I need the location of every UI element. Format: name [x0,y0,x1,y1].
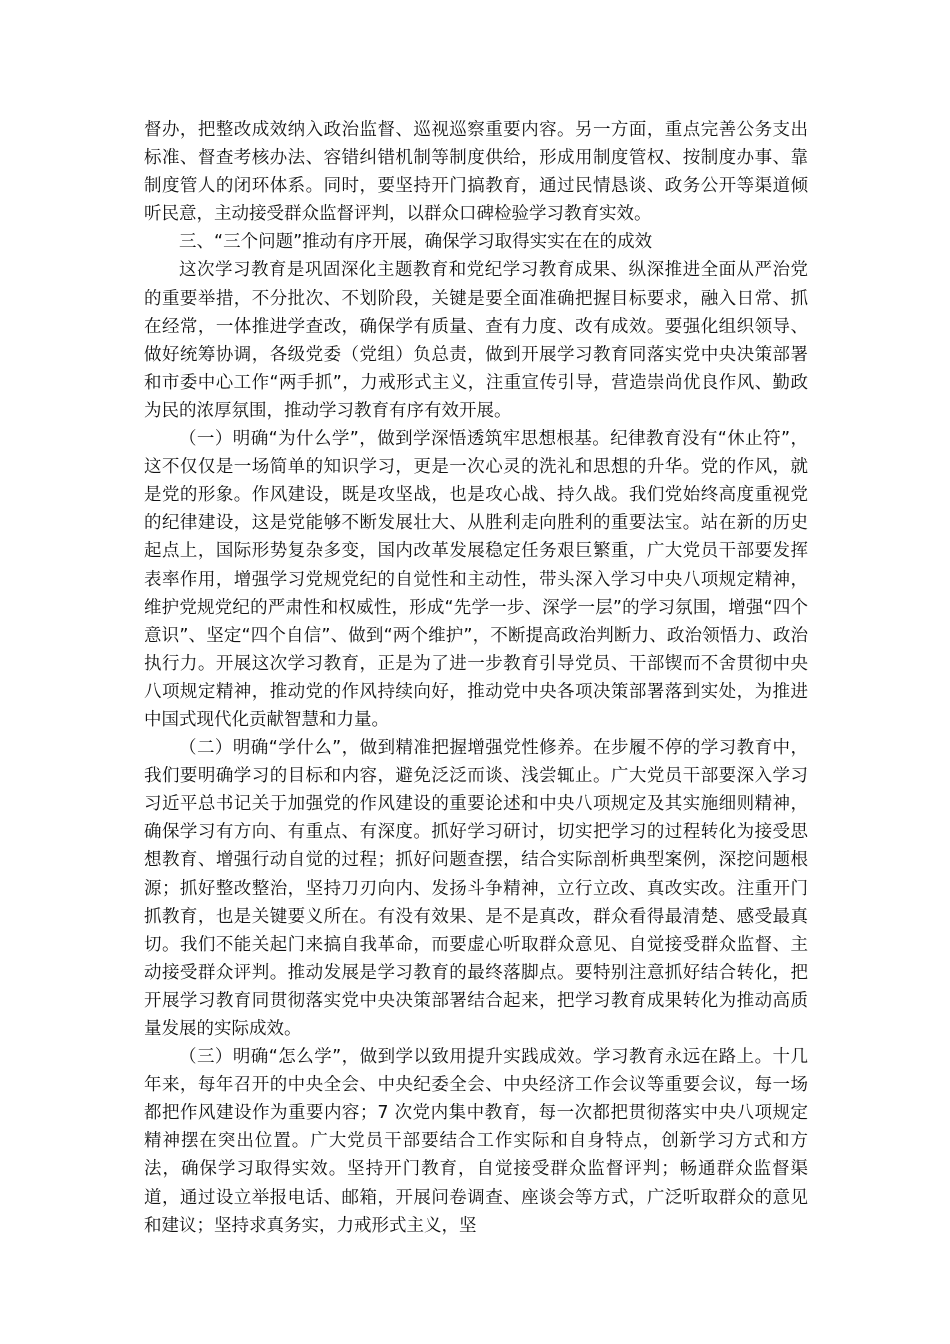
document-page [144,116,808,1240]
paragraph-continuation: 督办，把整改成效纳入政治监督、巡视巡察重要内容。另一方面，重点完善公务支出标准、督查考核办法、容错纠错机制等制度供给，形成用制度管权、按制度办事、靠制度管人的闭环体系。同时，要坚持开门搞教育，通过民情恳谈、政务公开等渠道倾听民意，主动接受群众监督评判，以群众口碑检验学习教育实效。 [144,120,808,225]
paragraph-what-learn: （二）明确“学什么”，做到精准把握增强党性修养。在步履不停的学习教育中，我们要明确学习的目标和内容，避免泛泛而谈、浅尝辄止。广大党员干部要深入学习习近平总书记关于加强党的作风建设的重要论述和中央八项规定及其实施细则精神，确保学习有方向、有重点、有深度。抓好学习研讨，切实把学习的过程转化为接受思想教育、增强行动自觉的过程；抓好问题查摆，结合实际剖析典型案例，深挖问题根源；抓好整改整治，坚持刀刃向内、发扬斗争精神，立行立改、真改实改。注重开门抓教育，也是关键要义所在。有没有效果、是不是真改，群众看得最清楚、感受最真切。我们不能关起门来搞自我革命，而要虚心听取群众意见、自觉接受群众监督、主动接受群众评判。推动发展是学习教育的最终落脚点。要特别注意抓好结合转化，把开展学习教育同贯彻落实党中央决策部署结合起来，把学习教育成果转化为推动高质量发展的实际成效。 [144,738,808,1039]
paragraph-how-learn: （三）明确“怎么学”，做到学以致用提升实践成效。学习教育永远在路上。十几年来，每年召开的中央全会、中央纪委全会、中央经济工作会议等重要会议，每一场都把作风建设作为重要内容；7 次党内集中教育，每一次都把贯彻落实中央八项规定精神摆在突出位置。广大党员干部要结合工作实际和自身特点，创新学习方式和方法，确保学习取得实效。坚持开门教育，自觉接受群众监督评判；畅通群众监督渠道，通过设立举报电话、邮箱，开展问卷调查、座谈会等方式，广泛听取群众的意见和建议；坚持求真务实，力戒形式主义，坚 [144,1047,808,1236]
section-three-heading: 三、“三个问题”推动有序开展，确保学习取得实实在在的成效 [179,232,653,253]
paragraph-section-three-intro: 这次学习教育是巩固深化主题教育和党纪学习教育成果、纵深推进全面从严治党的重要举措，不分批次、不划阶段，关键是要全面准确把握目标要求，融入日常、抓在经常，一体推进学查改，确保学有质量、查有力度、改有成效。要强化组织领导、做好统筹协调，各级党委（党组）负总责，做到开展学习教育同落实党中央决策部署和市委中心工作“两手抓”，力戒形式主义，注重宣传引导，营造崇尚优良作风、勤政为民的浓厚氛围，推动学习教育有序有效开展。 [144,260,808,421]
paragraph-why-learn: （一）明确“为什么学”，做到学深悟透筑牢思想根基。纪律教育没有“休止符”，这不仅仅是一场简单的知识学习，更是一次心灵的洗礼和思想的升华。党的作风，就是党的形象。作风建设，既是攻坚战，也是攻心战、持久战。我们党始终高度重视党的纪律建设，这是党能够不断发展壮大、从胜利走向胜利的重要法宝。站在新的历史起点上，国际形势复杂多变，国内改革发展稳定任务艰巨繁重，广大党员干部要发挥表率作用，增强学习党规党纪的自觉性和主动性，带头深入学习中央八项规定精神，维护党规党纪的严肃性和权威性，形成“先学一步、深学一层”的学习氛围，增强“四个意识”、坚定“四个自信”、做到“两个维护”，不断提高政治判断力、政治领悟力、政治执行力。开展这次学习教育，正是为了进一步教育引导党员、干部锲而不舍贯彻中央八项规定精神，推动党的作风持续向好，推动党中央各项决策部署落到实处，为推进中国式现代化贡献智慧和力量。 [144,429,808,730]
